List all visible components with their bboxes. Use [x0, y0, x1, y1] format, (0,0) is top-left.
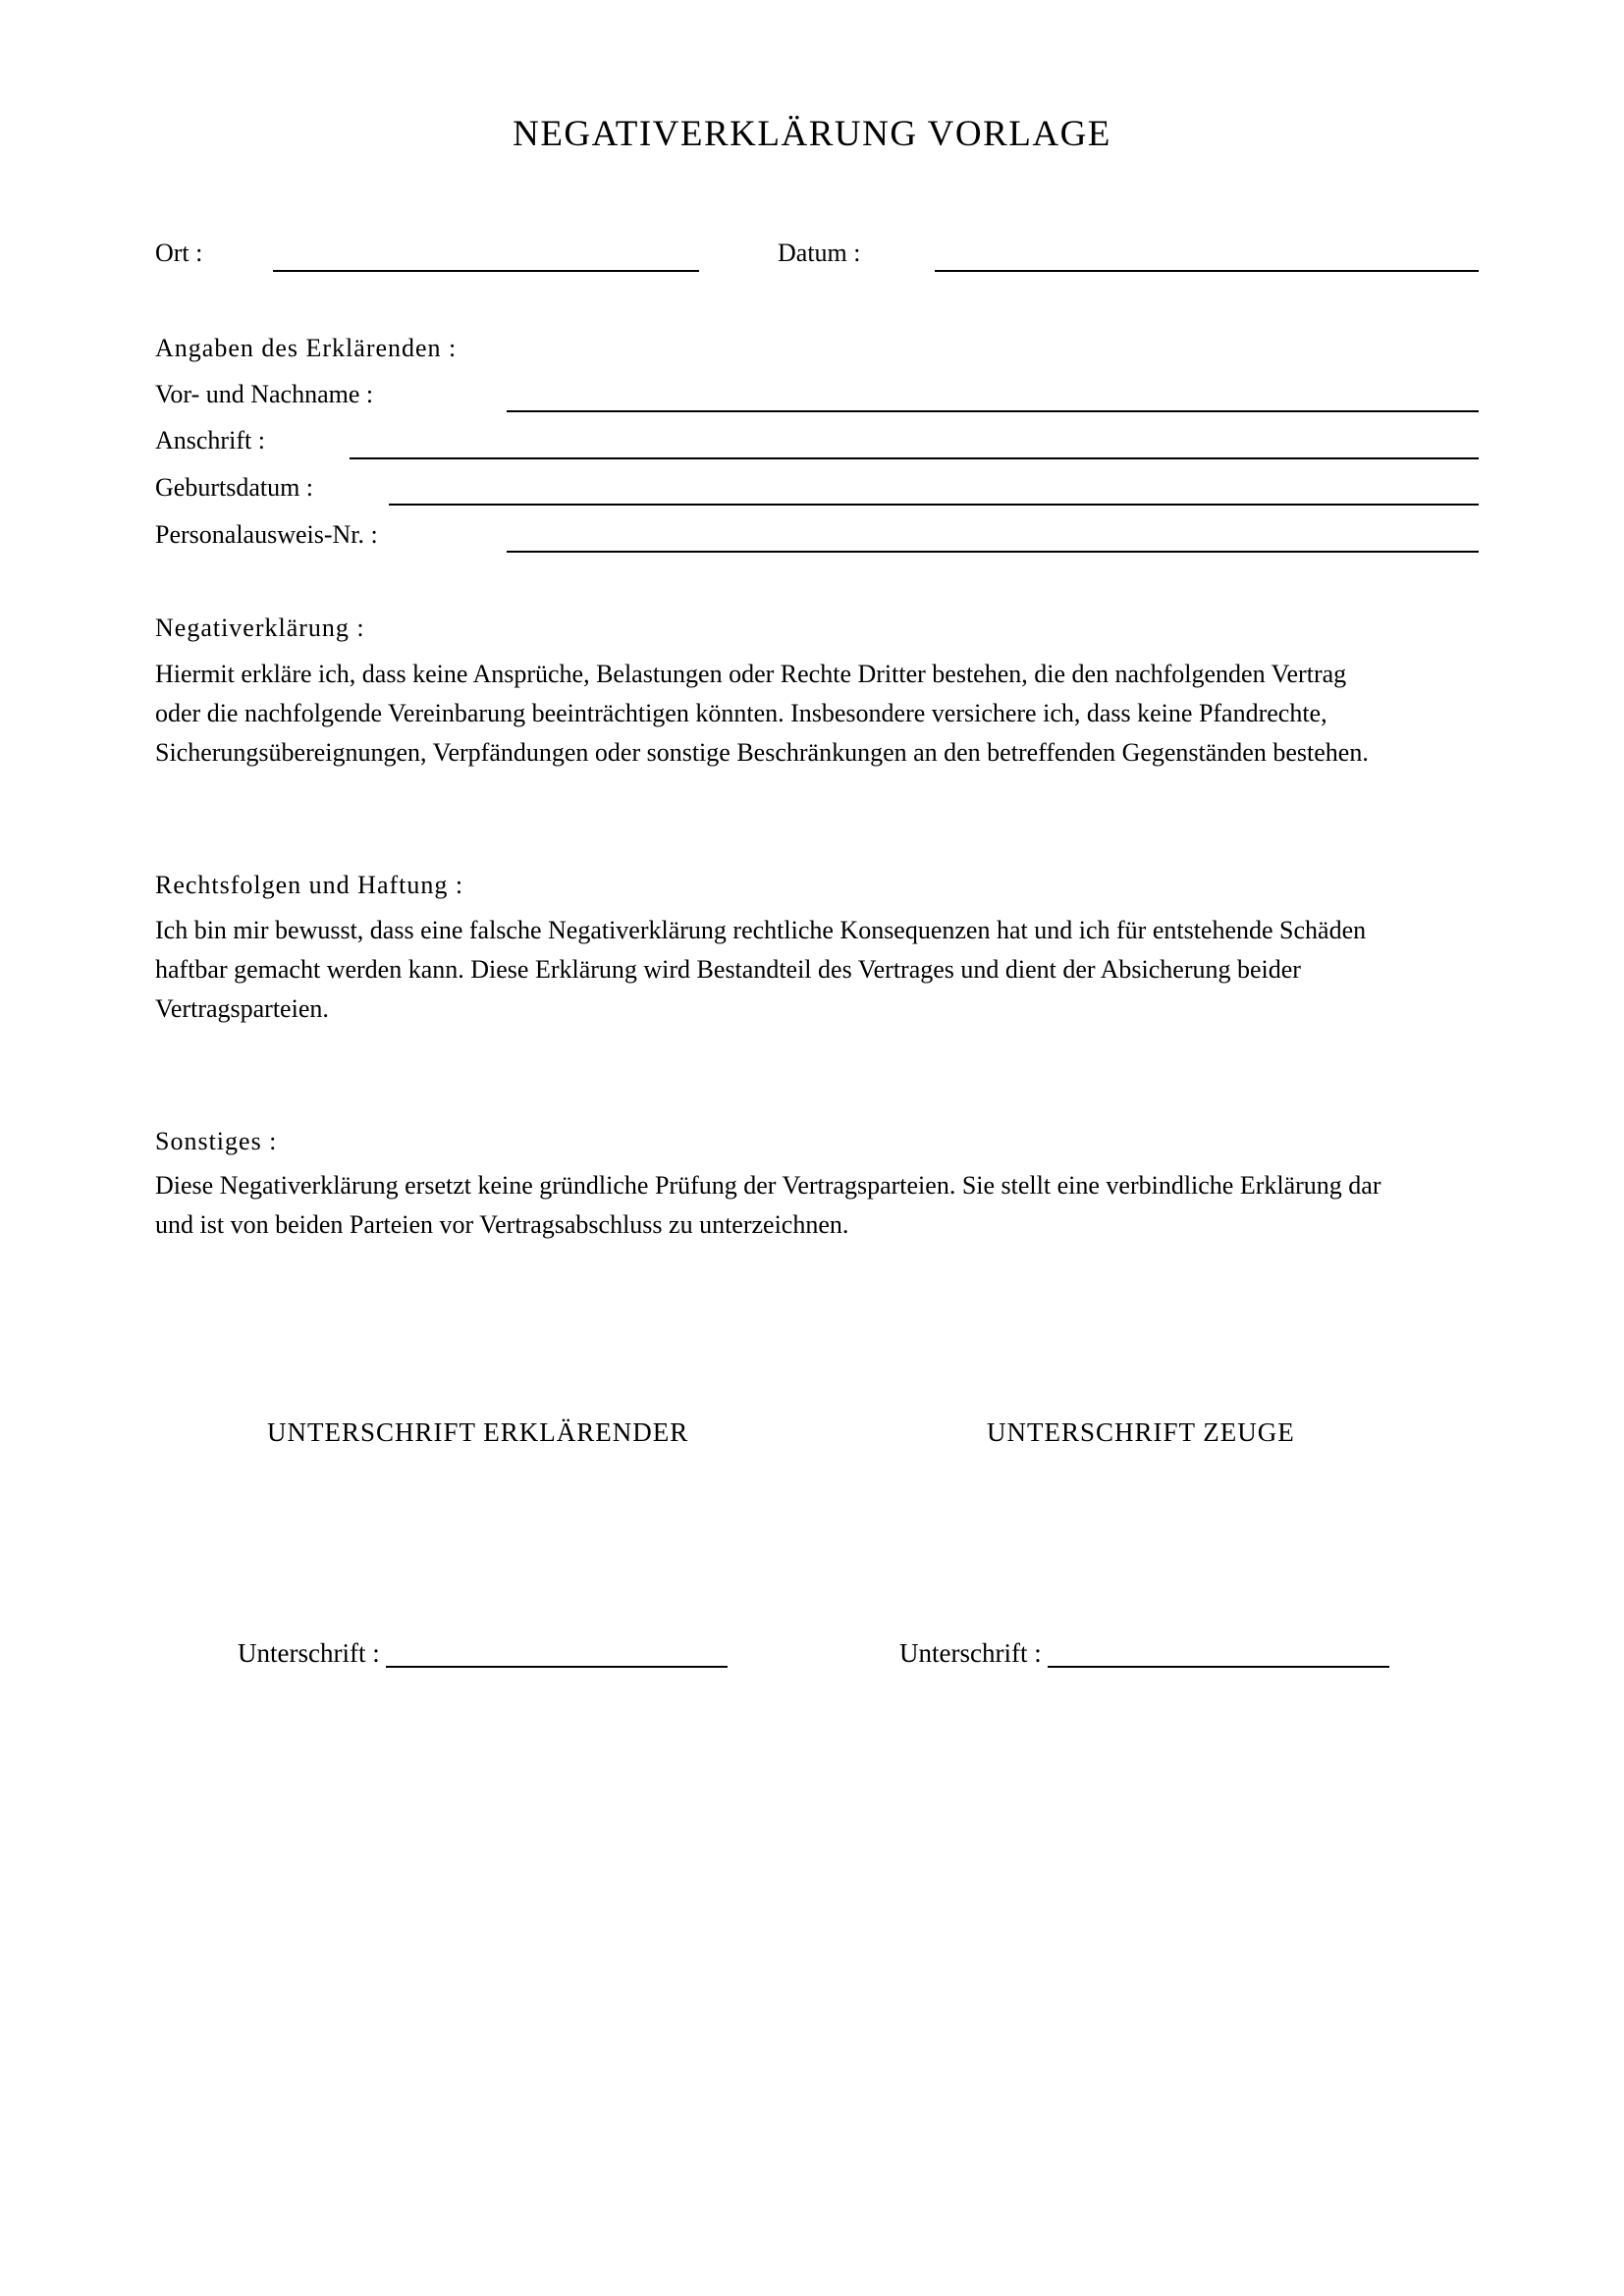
witness-signature-label: Unterschrift :	[899, 1638, 1042, 1668]
negative-declaration-heading: Negativerklärung :	[155, 614, 365, 642]
other-text	[155, 1166, 1490, 1245]
paragraph-line: Vertragsparteien.	[155, 994, 329, 1023]
name-field[interactable]	[507, 410, 1479, 412]
paragraph-line: Diese Negativerklärung ersetzt keine gründliche Prüfung der Vertragsparteien. Sie stellt eine verbindliche Erklärung dar	[155, 1171, 1381, 1200]
address-field[interactable]	[350, 457, 1479, 459]
document-title: NEGATIVERKLÄRUNG VORLAGE	[513, 114, 1111, 154]
datum-label: Datum :	[778, 239, 861, 267]
id-number-field[interactable]	[507, 551, 1479, 553]
witness-signature-field[interactable]	[899, 1640, 1389, 1667]
paragraph-line: Ich bin mir bewusst, dass eine falsche Negativerklärung rechtliche Konsequenzen hat und ich für entstehende Schäden	[155, 916, 1367, 944]
birthdate-label: Geburtsdatum :	[155, 473, 314, 502]
other-heading: Sonstiges :	[155, 1127, 278, 1155]
witness-signature-heading: UNTERSCHRIFT ZEUGE	[987, 1417, 1295, 1447]
declarant-signature-field[interactable]	[238, 1640, 728, 1667]
legal-consequences-heading: Rechtsfolgen und Haftung :	[155, 871, 464, 899]
declarant-signature-heading: UNTERSCHRIFT ERKLÄRENDER	[267, 1417, 689, 1447]
paragraph-line: haftbar gemacht werden kann. Diese Erklärung wird Bestandteil des Vertrages und dient der Absicherung beider	[155, 955, 1301, 984]
paragraph-line: und ist von beiden Parteien vor Vertragsabschluss zu unterzeichnen.	[155, 1210, 849, 1239]
declarant-heading: Angaben des Erklärenden :	[155, 334, 458, 362]
address-label: Anschrift :	[155, 426, 265, 454]
birthdate-field[interactable]	[389, 504, 1479, 506]
ort-label: Ort :	[155, 239, 203, 267]
paragraph-line: Sicherungsübereignungen, Verpfändungen oder sonstige Beschränkungen an den betreffenden Gegenständen bestehen.	[155, 738, 1369, 767]
witness-signature-line[interactable]	[1048, 1646, 1389, 1668]
ort-field[interactable]	[273, 270, 699, 272]
paragraph-line: oder die nachfolgende Vereinbarung beeinträchtigen könnten. Insbesondere versichere ich, dass keine Pfandrechte,	[155, 699, 1327, 727]
negative-declaration-text	[155, 655, 1490, 773]
paragraph-line: Hiermit erkläre ich, dass keine Ansprüche, Belastungen oder Rechte Dritter bestehen, die den nachfolgenden Vertrag	[155, 660, 1347, 688]
declarant-signature-line[interactable]	[386, 1646, 728, 1668]
id-number-label: Personalausweis-Nr. :	[155, 520, 378, 549]
datum-field[interactable]	[935, 270, 1479, 272]
name-label: Vor- und Nachname :	[155, 380, 374, 408]
declarant-signature-label: Unterschrift :	[238, 1638, 380, 1668]
legal-consequences-text	[155, 911, 1490, 1029]
